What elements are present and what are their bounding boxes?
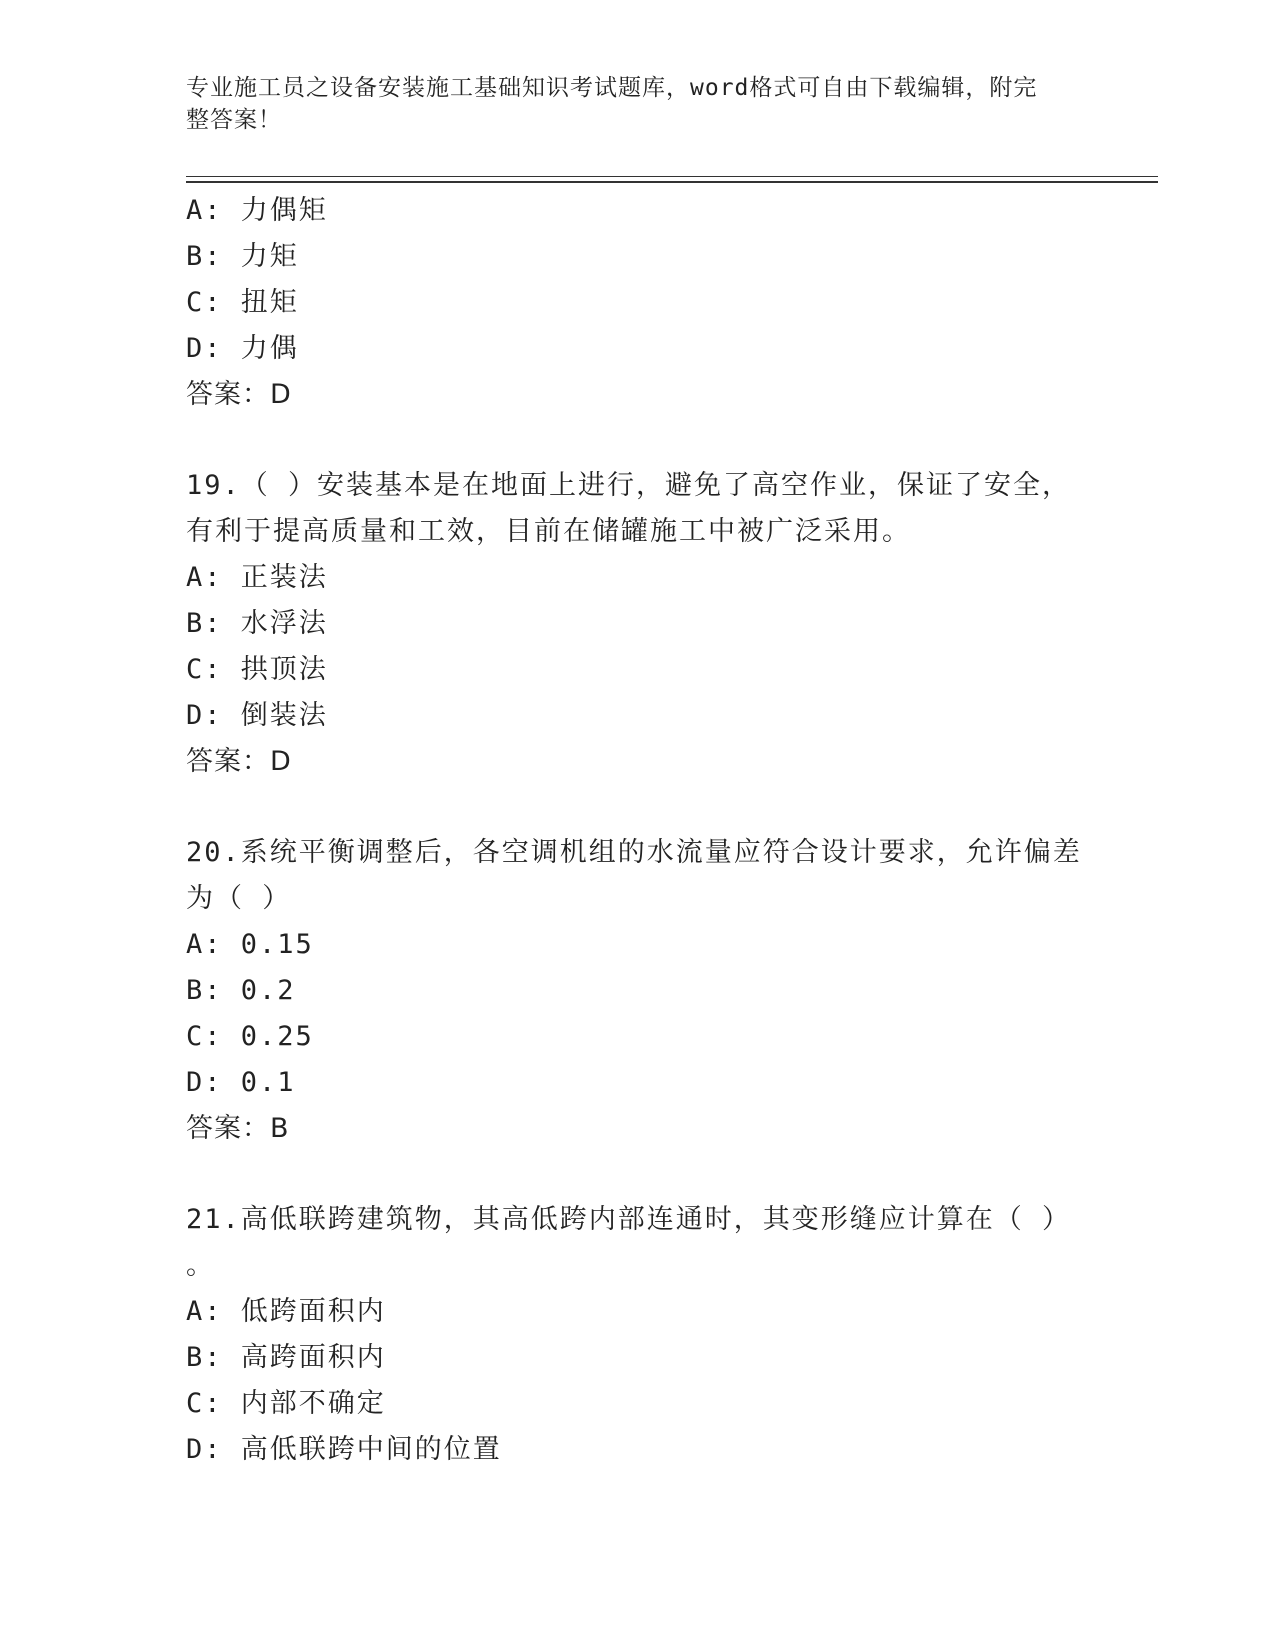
- question-list: [186, 188, 1166, 1473]
- spacer: [186, 785, 1166, 830]
- option-a: A: 低跨面积内: [186, 1296, 386, 1327]
- spacer: [186, 1152, 1166, 1197]
- question-stem-line-1: 21.高低联跨建筑物，其高低跨内部连通时，其变形缝应计算在（ ）: [186, 1204, 1072, 1235]
- option-a: A: 正装法: [186, 562, 328, 593]
- option-d: D: 0.1: [186, 1067, 296, 1098]
- option-d: D: 倒装法: [186, 700, 328, 731]
- question-stem-line-2: 为（ ）: [186, 883, 292, 914]
- option-d: D: 高低联跨中间的位置: [186, 1434, 502, 1465]
- header-line-1: 专业施工员之设备安装施工基础知识考试题库，word格式可自由下载编辑，附完: [186, 75, 1038, 101]
- question-20: [186, 830, 1166, 1152]
- answer: 答案：B: [186, 1113, 290, 1144]
- answer: 答案：D: [186, 746, 292, 777]
- question-21: [186, 1197, 1166, 1473]
- option-c: C: 扭矩: [186, 287, 299, 318]
- question-stem-line-1: 20.系统平衡调整后，各空调机组的水流量应符合设计要求，允许偏差: [186, 837, 1082, 868]
- option-a: A: 0.15: [186, 929, 314, 960]
- option-a: A: 力偶矩: [186, 195, 328, 226]
- option-b: B: 高跨面积内: [186, 1342, 386, 1373]
- spacer: [186, 418, 1166, 463]
- option-b: B: 力矩: [186, 241, 299, 272]
- question-stem-line-2: 有利于提高质量和工效，目前在储罐施工中被广泛采用。: [186, 516, 911, 547]
- option-b: B: 0.2: [186, 975, 296, 1006]
- question-18: [186, 188, 1166, 418]
- answer: 答案：D: [186, 379, 292, 410]
- option-c: C: 内部不确定: [186, 1388, 386, 1419]
- document-header: [186, 72, 1086, 136]
- question-stem-line-1: 19.（ ）安装基本是在地面上进行，避免了高空作业，保证了安全，: [186, 470, 1072, 501]
- option-c: C: 拱顶法: [186, 654, 328, 685]
- header-divider-thick: [186, 181, 1158, 183]
- option-d: D: 力偶: [186, 333, 299, 364]
- header-divider-thin: [186, 176, 1158, 177]
- option-b: B: 水浮法: [186, 608, 328, 639]
- option-c: C: 0.25: [186, 1021, 314, 1052]
- header-line-2: 整答案！: [186, 107, 282, 133]
- question-stem-line-2: 。: [186, 1250, 215, 1281]
- question-19: [186, 463, 1166, 785]
